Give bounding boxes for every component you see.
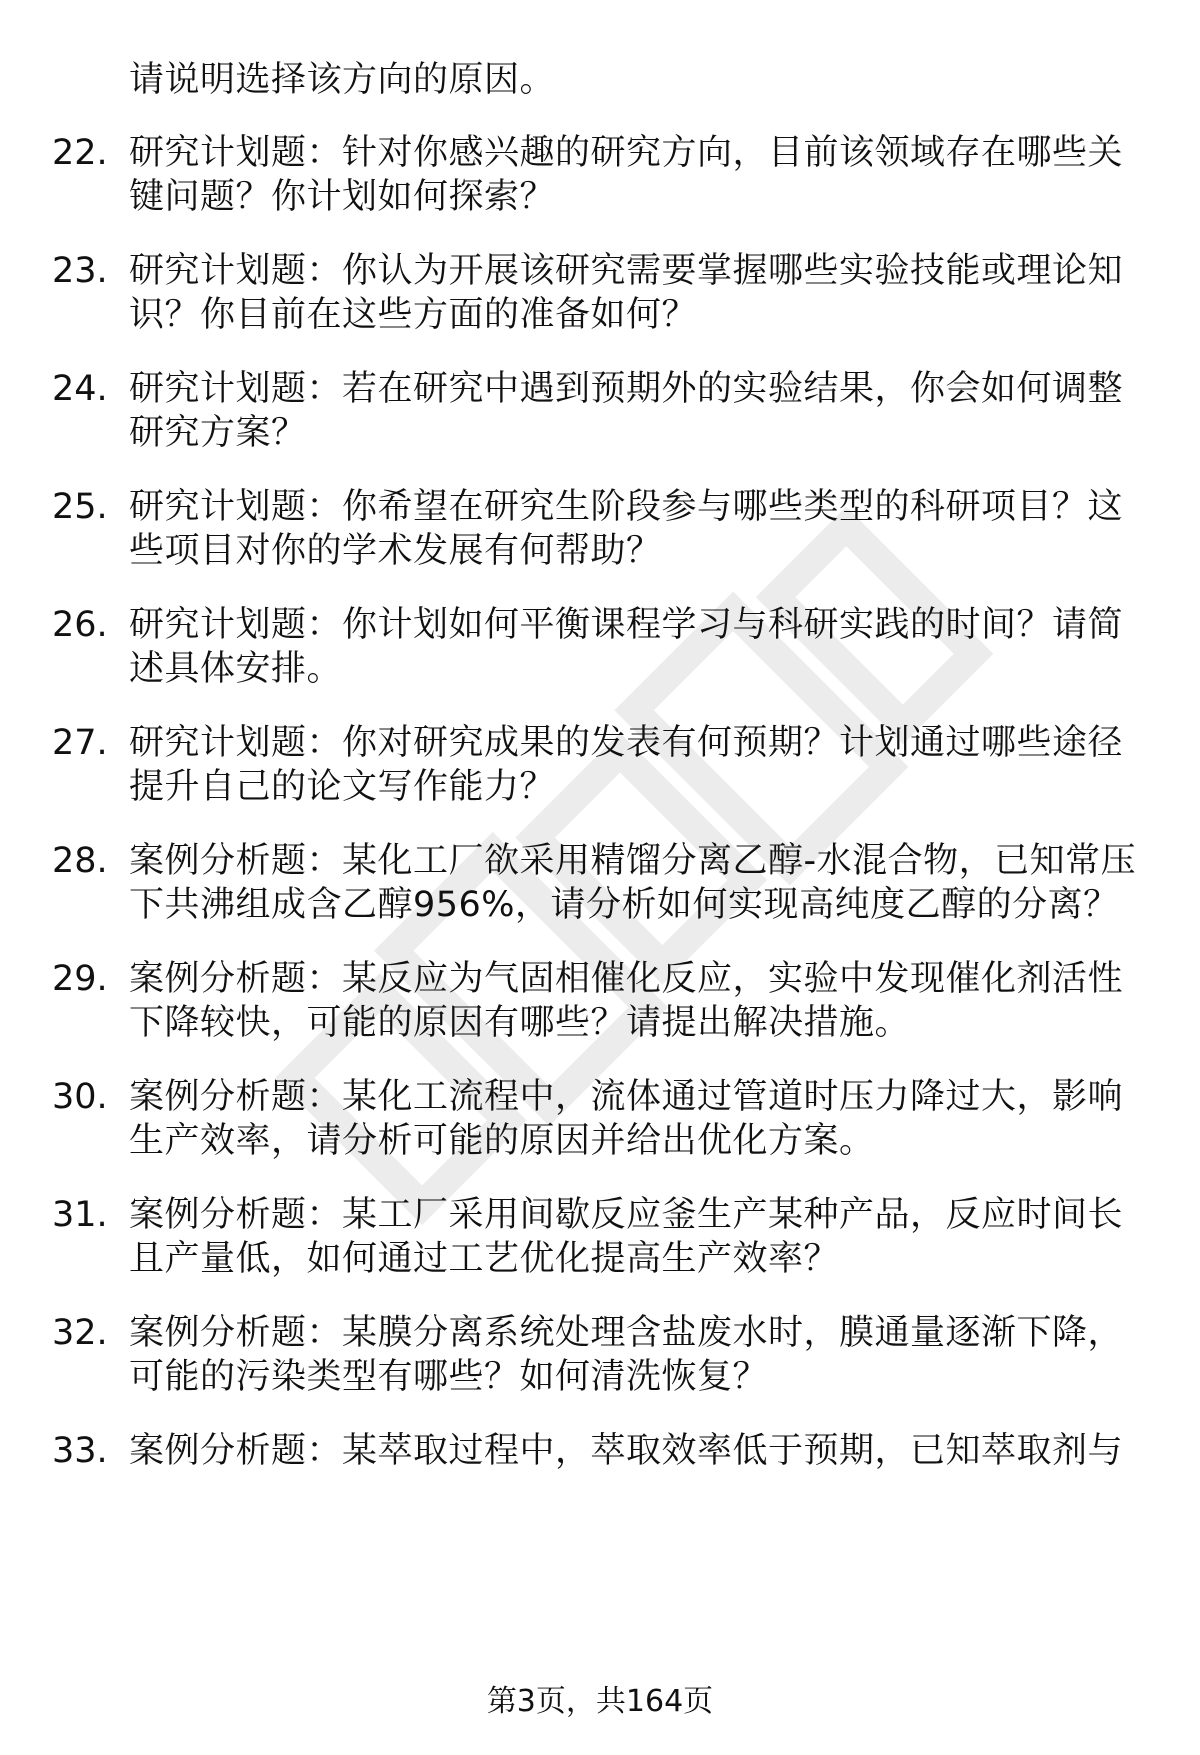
question-text-line1: 案例分析题：某反应为气固相催化反应，实验中发现催化剂活性	[129, 959, 1124, 999]
question-number: 24.	[52, 369, 108, 409]
question-number: 27.	[52, 723, 108, 763]
question-text-line2: 键问题？你计划如何探索？	[129, 177, 556, 217]
question-text-line2: 生产效率，请分析可能的原因并给出优化方案。	[129, 1121, 875, 1161]
question-number: 32.	[52, 1313, 108, 1353]
question-text-line1: 案例分析题：某膜分离系统处理含盐废水时，膜通量逐渐下降，	[129, 1313, 1124, 1353]
question-text-line1: 案例分析题：某化工厂欲采用精馏分离乙醇-水混合物，已知常压	[129, 841, 1137, 881]
lead-line: 请说明选择该方向的原因。	[129, 60, 556, 100]
question-number: 26.	[52, 605, 108, 645]
question-number: 30.	[52, 1077, 108, 1117]
question-text-line1: 案例分析题：某化工流程中，流体通过管道时压力降过大，影响	[129, 1077, 1124, 1117]
page-footer: 第3页，共164页	[486, 1684, 714, 1719]
question-text-line2: 提升自己的论文写作能力？	[129, 767, 556, 807]
question-text-line2: 识？你目前在这些方面的准备如何？	[129, 295, 698, 335]
question-text-line2: 且产量低，如何通过工艺优化提高生产效率？	[129, 1239, 840, 1279]
question-text-line1: 案例分析题：某萃取过程中，萃取效率低于预期，已知萃取剂与	[129, 1431, 1124, 1471]
question-text-line1: 研究计划题：你认为开展该研究需要掌握哪些实验技能或理论知	[129, 251, 1124, 291]
question-text-line1: 研究计划题：你希望在研究生阶段参与哪些类型的科研项目？这	[129, 487, 1124, 527]
question-text-line2: 下共沸组成含乙醇956%，请分析如何实现高纯度乙醇的分离？	[129, 885, 1119, 925]
question-text-line2: 研究方案？	[129, 413, 307, 453]
question-text-line1: 研究计划题：你计划如何平衡课程学习与科研实践的时间？请简	[129, 605, 1124, 645]
question-number: 22.	[52, 133, 108, 173]
question-number: 23.	[52, 251, 108, 291]
question-text-line1: 研究计划题：若在研究中遇到预期外的实验结果，你会如何调整	[129, 369, 1124, 409]
question-text-line2: 可能的污染类型有哪些？如何清洗恢复？	[129, 1357, 769, 1397]
question-text-line1: 研究计划题：你对研究成果的发表有何预期？计划通过哪些途径	[129, 723, 1124, 763]
question-text-line2: 下降较快，可能的原因有哪些？请提出解决措施。	[129, 1003, 911, 1043]
question-number: 33.	[52, 1431, 108, 1471]
question-number: 28.	[52, 841, 108, 881]
question-text-line2: 些项目对你的学术发展有何帮助？	[129, 531, 662, 571]
question-text-line2: 述具体安排。	[129, 649, 343, 689]
question-number: 29.	[52, 959, 108, 999]
question-number: 31.	[52, 1195, 108, 1235]
question-text-line1: 案例分析题：某工厂采用间歇反应釜生产某种产品，反应时间长	[129, 1195, 1124, 1235]
question-number: 25.	[52, 487, 108, 527]
question-text-line1: 研究计划题：针对你感兴趣的研究方向，目前该领域存在哪些关	[129, 133, 1124, 173]
